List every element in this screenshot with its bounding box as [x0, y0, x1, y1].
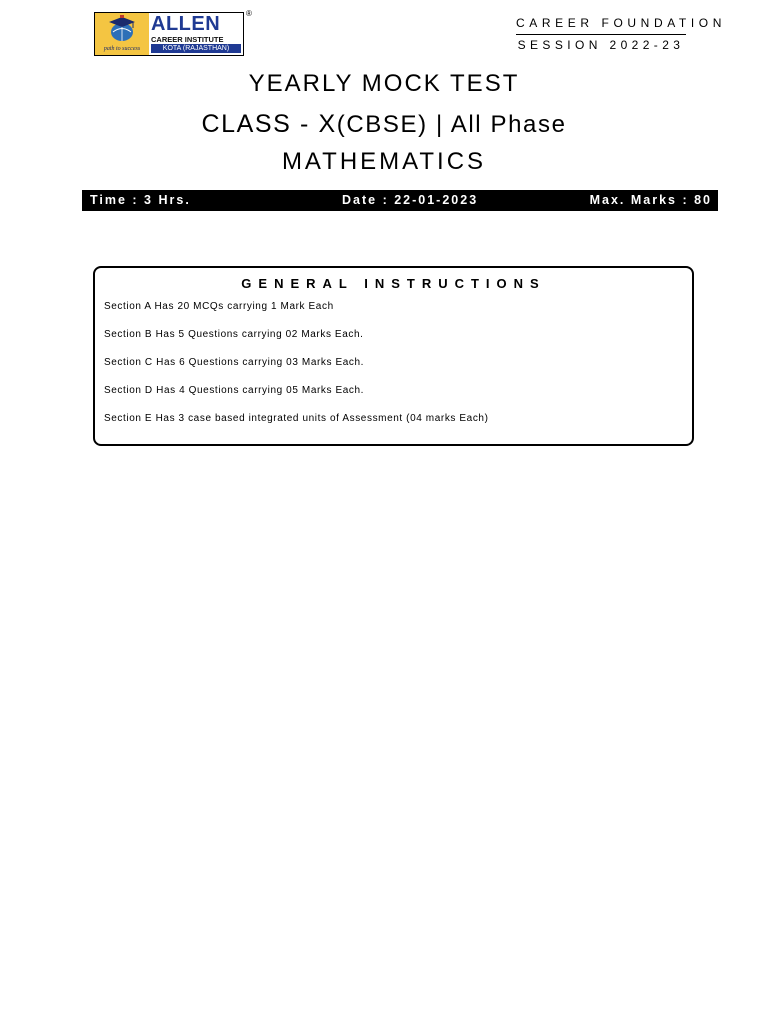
header-divider — [516, 34, 686, 35]
instruction-item: Section A Has 20 MCQs carrying 1 Mark Each — [104, 301, 334, 312]
test-title: YEARLY MOCK TEST — [248, 70, 520, 97]
instruction-item: Section C Has 6 Questions carrying 03 Marks Each. — [104, 357, 365, 368]
instructions-list — [104, 301, 489, 441]
logo-city: KOTA (RAJASTHAN) — [151, 44, 241, 53]
max-marks: Max. Marks : 80 — [589, 193, 712, 207]
logo-emblem-panel — [95, 13, 149, 55]
class-suffix: (CBSE) | All Phase — [336, 111, 567, 138]
allen-logo — [94, 12, 244, 56]
session-label: SESSION 2022-23 — [517, 38, 685, 52]
logo-subtitle: CAREER INSTITUTE — [151, 34, 224, 44]
logo-brand: ALLEN — [151, 13, 221, 35]
class-label: CLASS - X — [201, 110, 337, 138]
exam-time: Time : 3 Hrs. — [90, 193, 191, 207]
instruction-item: Section D Has 4 Questions carrying 05 Marks Each. — [104, 385, 365, 396]
exam-date: Date : 22-01-2023 — [342, 193, 479, 207]
subject-title: MATHEMATICS — [281, 148, 487, 175]
exam-info-bar — [82, 190, 718, 211]
registered-mark: ® — [246, 9, 252, 18]
instruction-item: Section B Has 5 Questions carrying 02 Marks Each. — [104, 329, 364, 340]
graduation-globe-icon — [103, 15, 141, 43]
program-name: CAREER FOUNDATION — [516, 16, 726, 30]
class-title — [0, 110, 768, 139]
general-instructions-box — [93, 266, 694, 446]
instructions-heading: GENERAL INSTRUCTIONS — [241, 276, 546, 291]
instruction-item: Section E Has 3 case based integrated units of Assessment (04 marks Each) — [104, 413, 489, 424]
logo-text-panel — [149, 13, 243, 55]
logo-tagline: path to success — [103, 46, 141, 52]
